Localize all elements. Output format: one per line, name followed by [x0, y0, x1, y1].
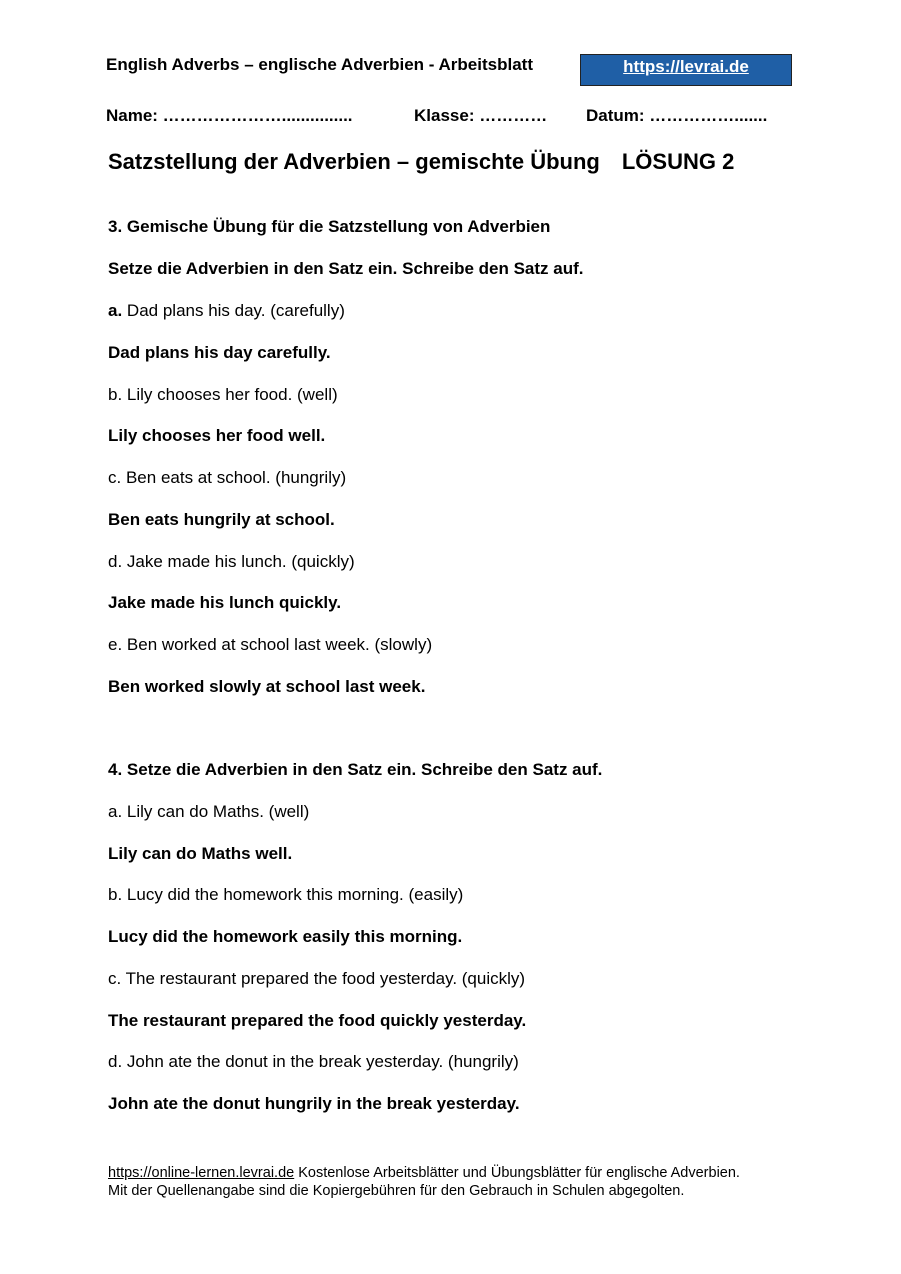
- footer-line-1: [108, 1164, 740, 1182]
- question-3a: [108, 301, 345, 321]
- question-3d: [108, 552, 355, 572]
- question-4b: [108, 885, 463, 905]
- question-text: Lucy did the homework this morning. (easily): [126, 885, 464, 904]
- question-text: Dad plans his day. (carefully): [126, 301, 345, 320]
- datum-field: Datum: …………….......: [586, 106, 768, 125]
- answer-3d: Jake made his lunch quickly.: [108, 593, 342, 612]
- answer-3a: Dad plans his day carefully.: [108, 343, 331, 362]
- answer-4a: Lily can do Maths well.: [108, 844, 293, 863]
- question-4d: [108, 1052, 519, 1072]
- question-text: Ben worked at school last week. (slowly): [126, 635, 433, 654]
- page-title: [108, 149, 734, 175]
- header-url-link[interactable]: https://levrai.de: [623, 57, 749, 76]
- answer-3e: Ben worked slowly at school last week.: [108, 677, 426, 696]
- question-letter: b.: [108, 385, 123, 404]
- name-field: Name: …………………...............: [106, 106, 353, 125]
- footer-line-2: Mit der Quellenangabe sind die Kopiergebühren für den Gebrauch in Schulen abgegolten.: [108, 1183, 685, 1199]
- footer: [108, 1164, 740, 1200]
- answer-4d: John ate the donut hungrily in the break yesterday.: [108, 1094, 520, 1113]
- question-text: Jake made his lunch. (quickly): [126, 552, 355, 571]
- question-3e: [108, 635, 432, 655]
- question-letter: c.: [108, 468, 122, 487]
- answer-4c: The restaurant prepared the food quickly yesterday.: [108, 1011, 527, 1030]
- page-title-main: Satzstellung der Adverbien – gemischte Übung: [108, 149, 600, 174]
- section4-heading: 4. Setze die Adverbien in den Satz ein. Schreibe den Satz auf.: [108, 760, 603, 779]
- question-3b: [108, 385, 338, 405]
- question-letter: a.: [108, 802, 123, 821]
- answer-4b: Lucy did the homework easily this morning.: [108, 927, 463, 946]
- question-letter: a.: [108, 301, 123, 320]
- question-letter: c.: [108, 969, 122, 988]
- question-text: Ben eats at school. (hungrily): [125, 468, 347, 487]
- question-letter: d.: [108, 1052, 123, 1071]
- question-text: The restaurant prepared the food yesterday. (quickly): [125, 969, 526, 988]
- solution-label: LÖSUNG 2: [621, 149, 735, 174]
- question-text: Lily can do Maths. (well): [126, 802, 310, 821]
- answer-3b: Lily chooses her food well.: [108, 426, 326, 445]
- section3-instruction: Setze die Adverbien in den Satz ein. Schreibe den Satz auf.: [108, 259, 584, 278]
- section3-heading: 3. Gemische Übung für die Satzstellung von Adverbien: [108, 217, 551, 236]
- question-4a: [108, 802, 309, 822]
- footer-link[interactable]: https://online-lernen.levrai.de: [108, 1165, 295, 1181]
- question-4c: [108, 969, 525, 989]
- question-text: Lily chooses her food. (well): [126, 385, 338, 404]
- klasse-field: Klasse: …………: [414, 106, 548, 125]
- footer-line-1-text: Kostenlose Arbeitsblätter und Übungsblätter für englische Adverbien.: [294, 1165, 740, 1181]
- answer-3c: Ben eats hungrily at school.: [108, 510, 335, 529]
- header-url-box: [580, 54, 792, 86]
- worksheet-header-title: English Adverbs – englische Adverbien - Arbeitsblatt: [106, 55, 533, 74]
- question-letter: b.: [108, 885, 123, 904]
- question-letter: e.: [108, 635, 123, 654]
- question-3c: [108, 468, 346, 488]
- question-text: John ate the donut in the break yesterday. (hungrily): [126, 1052, 519, 1071]
- question-letter: d.: [108, 552, 123, 571]
